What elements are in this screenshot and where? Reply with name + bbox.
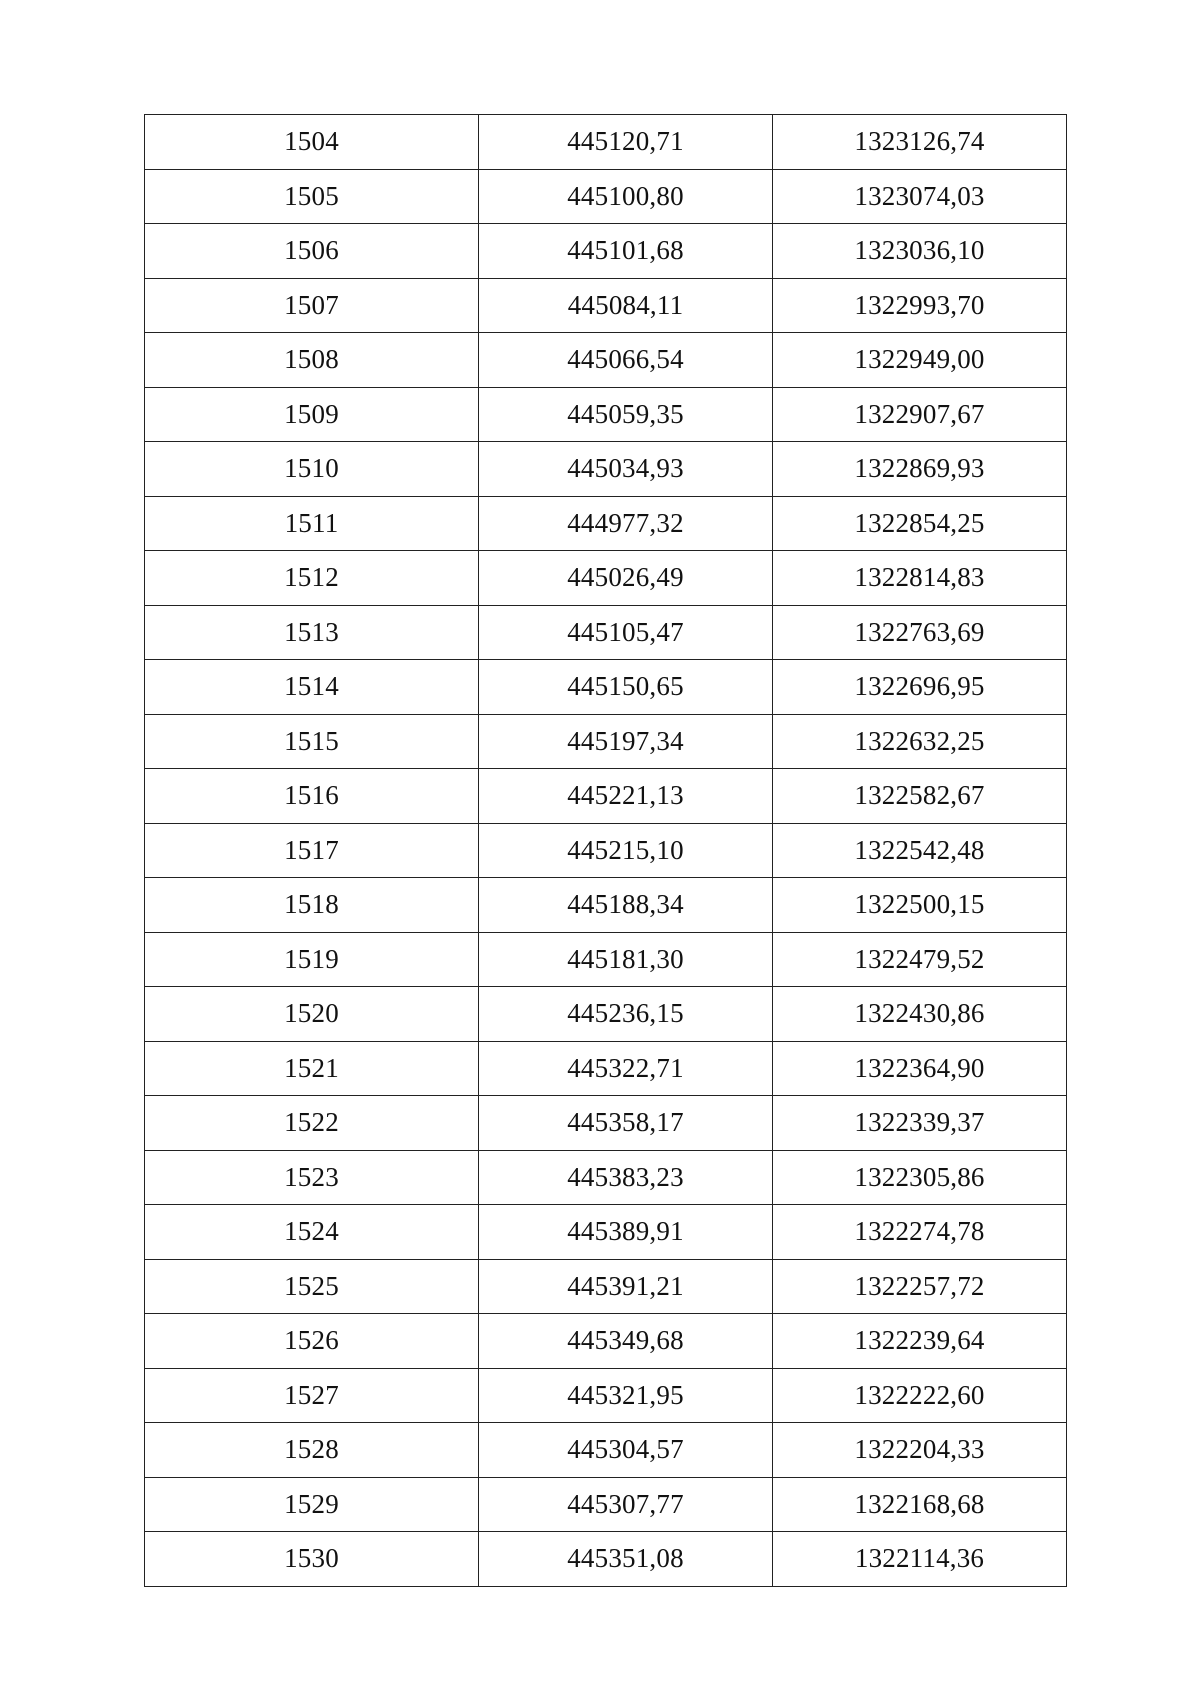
coordinates-table (144, 114, 1067, 1587)
table-row (145, 878, 1067, 933)
table-row (145, 387, 1067, 442)
table-row (145, 932, 1067, 987)
point-number-cell: 1520 (145, 987, 479, 1042)
y-coordinate-cell: 1323074,03 (773, 169, 1067, 224)
table-row (145, 442, 1067, 497)
point-number-cell: 1523 (145, 1150, 479, 1205)
table-row (145, 115, 1067, 170)
y-coordinate-cell: 1322305,86 (773, 1150, 1067, 1205)
x-coordinate-cell: 445351,08 (479, 1532, 773, 1587)
point-number-cell: 1530 (145, 1532, 479, 1587)
point-number-cell: 1528 (145, 1423, 479, 1478)
point-number-cell: 1525 (145, 1259, 479, 1314)
coordinates-table-body (145, 115, 1067, 1587)
table-row (145, 987, 1067, 1042)
point-number-cell: 1518 (145, 878, 479, 933)
table-row (145, 496, 1067, 551)
table-row (145, 1368, 1067, 1423)
y-coordinate-cell: 1322364,90 (773, 1041, 1067, 1096)
table-row (145, 278, 1067, 333)
point-number-cell: 1512 (145, 551, 479, 606)
table-row (145, 1477, 1067, 1532)
point-number-cell: 1507 (145, 278, 479, 333)
y-coordinate-cell: 1322239,64 (773, 1314, 1067, 1369)
table-row (145, 224, 1067, 279)
table-row (145, 1041, 1067, 1096)
point-number-cell: 1517 (145, 823, 479, 878)
y-coordinate-cell: 1322114,36 (773, 1532, 1067, 1587)
point-number-cell: 1504 (145, 115, 479, 170)
table-row (145, 169, 1067, 224)
x-coordinate-cell: 445066,54 (479, 333, 773, 388)
y-coordinate-cell: 1322696,95 (773, 660, 1067, 715)
x-coordinate-cell: 445034,93 (479, 442, 773, 497)
x-coordinate-cell: 445105,47 (479, 605, 773, 660)
table-row (145, 1532, 1067, 1587)
point-number-cell: 1527 (145, 1368, 479, 1423)
table-row (145, 1205, 1067, 1260)
x-coordinate-cell: 445150,65 (479, 660, 773, 715)
point-number-cell: 1511 (145, 496, 479, 551)
y-coordinate-cell: 1322257,72 (773, 1259, 1067, 1314)
y-coordinate-cell: 1322949,00 (773, 333, 1067, 388)
y-coordinate-cell: 1322500,15 (773, 878, 1067, 933)
point-number-cell: 1514 (145, 660, 479, 715)
point-number-cell: 1515 (145, 714, 479, 769)
table-row (145, 1259, 1067, 1314)
table-row (145, 1423, 1067, 1478)
x-coordinate-cell: 445026,49 (479, 551, 773, 606)
x-coordinate-cell: 445307,77 (479, 1477, 773, 1532)
table-row (145, 714, 1067, 769)
x-coordinate-cell: 445349,68 (479, 1314, 773, 1369)
y-coordinate-cell: 1322430,86 (773, 987, 1067, 1042)
x-coordinate-cell: 445304,57 (479, 1423, 773, 1478)
point-number-cell: 1506 (145, 224, 479, 279)
point-number-cell: 1529 (145, 1477, 479, 1532)
table-row (145, 1096, 1067, 1151)
y-coordinate-cell: 1322274,78 (773, 1205, 1067, 1260)
y-coordinate-cell: 1322632,25 (773, 714, 1067, 769)
y-coordinate-cell: 1322542,48 (773, 823, 1067, 878)
x-coordinate-cell: 445391,21 (479, 1259, 773, 1314)
y-coordinate-cell: 1323126,74 (773, 115, 1067, 170)
y-coordinate-cell: 1322869,93 (773, 442, 1067, 497)
x-coordinate-cell: 445181,30 (479, 932, 773, 987)
x-coordinate-cell: 445221,13 (479, 769, 773, 824)
x-coordinate-cell: 445215,10 (479, 823, 773, 878)
table-row (145, 1150, 1067, 1205)
y-coordinate-cell: 1322854,25 (773, 496, 1067, 551)
y-coordinate-cell: 1322479,52 (773, 932, 1067, 987)
point-number-cell: 1522 (145, 1096, 479, 1151)
point-number-cell: 1519 (145, 932, 479, 987)
x-coordinate-cell: 445100,80 (479, 169, 773, 224)
x-coordinate-cell: 445389,91 (479, 1205, 773, 1260)
point-number-cell: 1516 (145, 769, 479, 824)
point-number-cell: 1509 (145, 387, 479, 442)
table-row (145, 660, 1067, 715)
x-coordinate-cell: 445321,95 (479, 1368, 773, 1423)
y-coordinate-cell: 1322907,67 (773, 387, 1067, 442)
point-number-cell: 1513 (145, 605, 479, 660)
x-coordinate-cell: 445084,11 (479, 278, 773, 333)
table-row (145, 333, 1067, 388)
point-number-cell: 1505 (145, 169, 479, 224)
table-row (145, 605, 1067, 660)
y-coordinate-cell: 1322814,83 (773, 551, 1067, 606)
x-coordinate-cell: 445236,15 (479, 987, 773, 1042)
point-number-cell: 1508 (145, 333, 479, 388)
y-coordinate-cell: 1322993,70 (773, 278, 1067, 333)
x-coordinate-cell: 444977,32 (479, 496, 773, 551)
x-coordinate-cell: 445059,35 (479, 387, 773, 442)
table-row (145, 769, 1067, 824)
x-coordinate-cell: 445188,34 (479, 878, 773, 933)
point-number-cell: 1526 (145, 1314, 479, 1369)
y-coordinate-cell: 1322582,67 (773, 769, 1067, 824)
point-number-cell: 1524 (145, 1205, 479, 1260)
x-coordinate-cell: 445322,71 (479, 1041, 773, 1096)
table-row (145, 1314, 1067, 1369)
x-coordinate-cell: 445120,71 (479, 115, 773, 170)
x-coordinate-cell: 445101,68 (479, 224, 773, 279)
x-coordinate-cell: 445358,17 (479, 1096, 773, 1151)
point-number-cell: 1521 (145, 1041, 479, 1096)
x-coordinate-cell: 445197,34 (479, 714, 773, 769)
x-coordinate-cell: 445383,23 (479, 1150, 773, 1205)
table-row (145, 551, 1067, 606)
table-row (145, 823, 1067, 878)
y-coordinate-cell: 1323036,10 (773, 224, 1067, 279)
y-coordinate-cell: 1322763,69 (773, 605, 1067, 660)
y-coordinate-cell: 1322222,60 (773, 1368, 1067, 1423)
y-coordinate-cell: 1322339,37 (773, 1096, 1067, 1151)
y-coordinate-cell: 1322204,33 (773, 1423, 1067, 1478)
y-coordinate-cell: 1322168,68 (773, 1477, 1067, 1532)
point-number-cell: 1510 (145, 442, 479, 497)
